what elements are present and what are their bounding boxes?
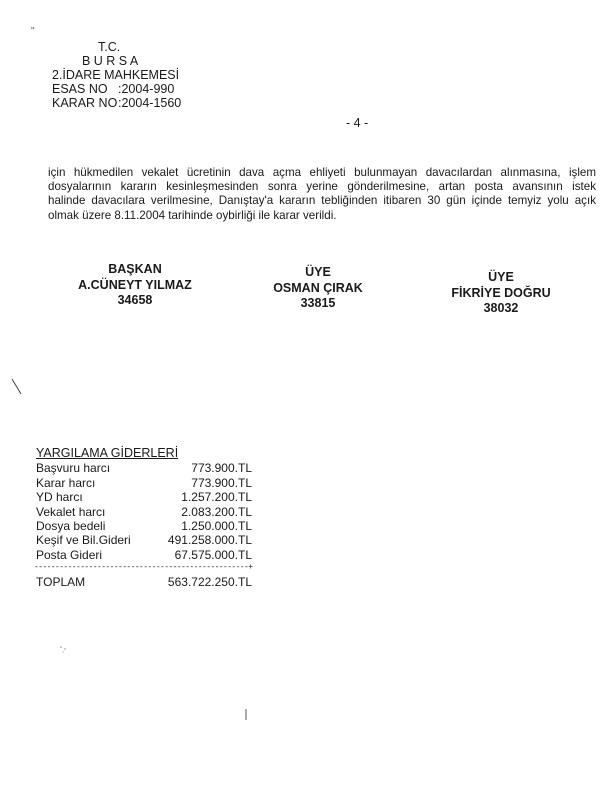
cost-amount: 1.250.000.TL (181, 519, 252, 534)
esas-label: ESAS NO (52, 82, 108, 96)
court-header (52, 40, 181, 110)
scan-artifact (58, 644, 70, 654)
esas-row (52, 82, 181, 96)
cost-name: Dosya bedeli (36, 519, 106, 534)
corner-mark: " (31, 26, 35, 37)
total-amount: 563.722.250.TL (167, 575, 252, 590)
scan-artifact (243, 708, 249, 722)
cost-name: Vekalet harcı (36, 504, 106, 519)
signature-member-2 (436, 270, 566, 317)
decision-paragraph (48, 166, 596, 223)
signature-title: BAŞKAN (108, 262, 162, 276)
signature-name: A.CÜNEYT YILMAZ (78, 277, 192, 292)
costs-separator: ---------------------------------------------------+ (34, 563, 253, 573)
cost-amount: 773.900.TL (191, 475, 252, 490)
total-label: TOPLAM (36, 575, 86, 590)
signature-president (60, 262, 210, 309)
karar-label: KARAR NO (52, 96, 118, 110)
cost-name: Posta Gideri (36, 547, 103, 562)
signature-number: 33815 (300, 296, 336, 310)
signature-name: FİKRİYE DOĞRU (451, 285, 551, 300)
karar-row (52, 96, 181, 110)
cost-row (36, 490, 252, 504)
signature-number: 34658 (117, 293, 153, 307)
page-number: - 4 - (346, 116, 369, 130)
cost-amount: 67.575.000.TL (174, 547, 252, 562)
signature-number: 38032 (483, 301, 519, 315)
costs-title: YARGILAMA GİDERLERİ (36, 446, 179, 460)
body-line: olmak üzere 8.11.2004 tarihinde oybirliği ile karar verildi. (48, 208, 337, 222)
body-line: dosyalarının kararın kesinleşmesinden sonra yerine gönderilmesine, artan posta avansının istek (48, 180, 596, 194)
cost-row (36, 476, 252, 490)
cost-name: Başvuru harcı (36, 461, 111, 476)
cost-row (36, 505, 252, 519)
cost-amount: 2.083.200.TL (181, 504, 252, 519)
karar-value: :2004-1560 (118, 96, 182, 110)
costs-total-row (36, 575, 252, 589)
cost-row (36, 548, 252, 562)
signature-member-1 (253, 265, 383, 312)
body-line: için hükmedilen vekalet ücretinin dava açma ehliyeti bulunmayan davacılardan alınmasına, işlem (48, 166, 596, 179)
body-line: halinde davacılara verilmesine, Danıştay'a kararın tebliğinden itibaren 30 gün içinde temyiz yolu açık (48, 194, 596, 208)
signature-title: ÜYE (488, 270, 514, 284)
cost-name: Karar harcı (36, 475, 96, 490)
cost-row (36, 533, 252, 547)
cost-name: Keşif ve Bil.Gideri (36, 533, 131, 548)
esas-value: :2004-990 (118, 82, 175, 96)
cost-name: YD harcı (36, 490, 83, 505)
signature-name: OSMAN ÇIRAK (273, 280, 363, 295)
cost-row (36, 461, 252, 475)
cost-amount: 1.257.200.TL (181, 490, 252, 505)
signature-title: ÜYE (305, 265, 331, 279)
costs-table (36, 446, 252, 590)
cost-amount: 491.258.000.TL (167, 533, 252, 548)
header-court: 2.İDARE MAHKEMESİ (52, 68, 180, 82)
cost-row (36, 519, 252, 533)
header-city: B U R S A (82, 54, 139, 68)
cost-amount: 773.900.TL (191, 461, 252, 476)
header-tc: T.C. (98, 40, 121, 54)
scan-artifact (10, 378, 24, 396)
